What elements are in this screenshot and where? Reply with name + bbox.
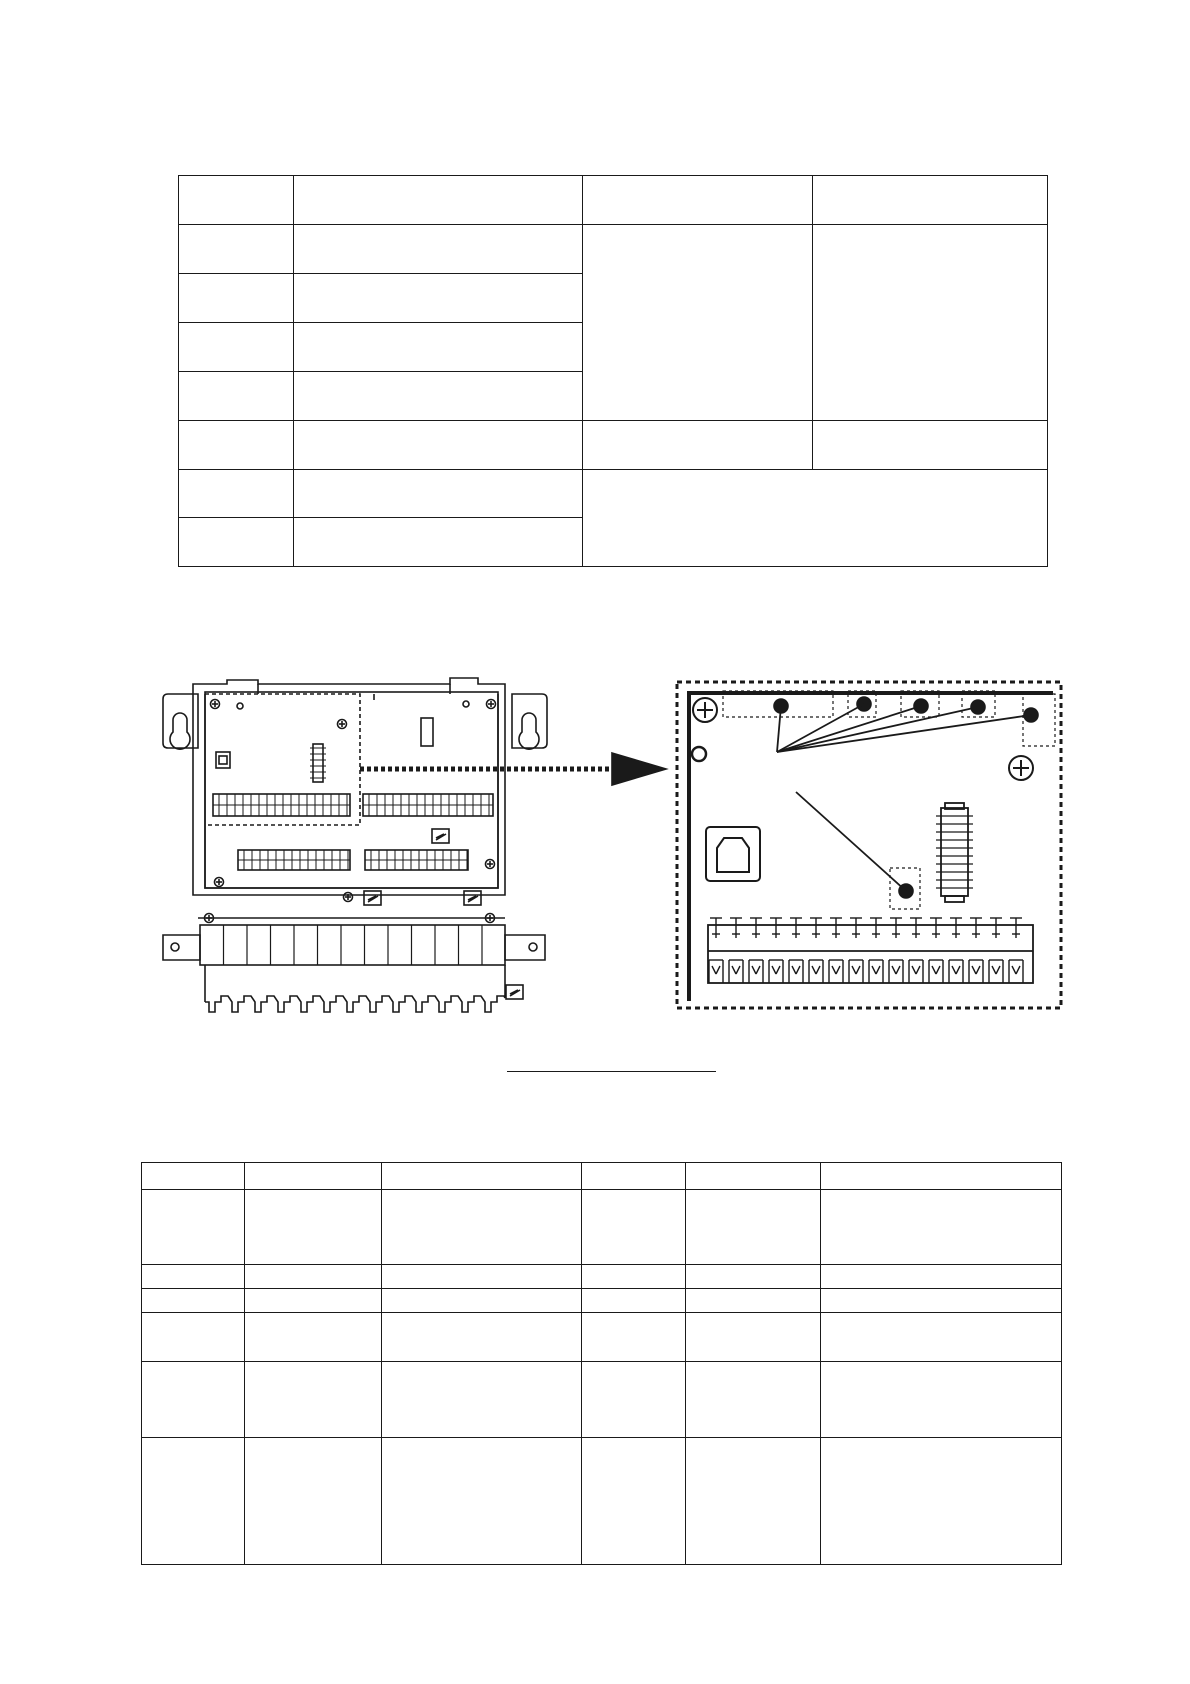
table-cell <box>582 1313 686 1362</box>
spec-table-bottom <box>141 1162 1062 1565</box>
table-cell <box>142 1313 245 1362</box>
table-cell <box>142 1190 245 1265</box>
table-cell <box>686 1313 821 1362</box>
table-cell <box>821 1289 1062 1313</box>
table-cell <box>382 1437 582 1564</box>
table-cell <box>582 1265 686 1289</box>
table-cell <box>245 1313 382 1362</box>
table-cell <box>382 1163 582 1190</box>
table-cell <box>686 1265 821 1289</box>
table-cell <box>686 1437 821 1564</box>
table-cell <box>245 1289 382 1313</box>
table-cell <box>382 1190 582 1265</box>
table-cell <box>245 1437 382 1564</box>
usb-port <box>706 827 760 881</box>
arrow-head-icon <box>612 753 666 785</box>
table-cell <box>686 1362 821 1437</box>
table-cell <box>821 1163 1062 1190</box>
table-cell <box>821 1313 1062 1362</box>
table-cell <box>686 1289 821 1313</box>
usb-port <box>216 752 230 768</box>
table-cell <box>821 1265 1062 1289</box>
table-cell <box>686 1163 821 1190</box>
table-cell <box>245 1362 382 1437</box>
table-cell <box>382 1362 582 1437</box>
table-cell <box>142 1289 245 1313</box>
table-cell <box>582 1190 686 1265</box>
ribbon-connector <box>941 803 968 902</box>
table-cell <box>821 1437 1062 1564</box>
unit-left-view <box>163 678 547 1012</box>
table-cell <box>382 1265 582 1289</box>
table-cell <box>582 1437 686 1564</box>
table-cell <box>245 1190 382 1265</box>
ribbon-connector <box>313 744 323 782</box>
table-cell <box>582 1163 686 1190</box>
table-cell <box>142 1362 245 1437</box>
keyhole-slot-icon <box>519 713 539 749</box>
keyhole-slot-icon <box>170 713 190 749</box>
board-detail-view <box>677 682 1061 1008</box>
table-cell <box>245 1163 382 1190</box>
table-cell <box>821 1190 1062 1265</box>
table-cell <box>382 1289 582 1313</box>
table-cell <box>245 1265 382 1289</box>
figure-caption-underline <box>507 1071 716 1072</box>
table-cell <box>686 1190 821 1265</box>
table-cell <box>142 1265 245 1289</box>
table-cell <box>582 1289 686 1313</box>
led-indicator <box>774 697 1038 898</box>
table-cell <box>382 1313 582 1362</box>
table-cell <box>142 1437 245 1564</box>
table-cell <box>821 1362 1062 1437</box>
table-cell <box>142 1163 245 1190</box>
table-cell <box>582 1362 686 1437</box>
